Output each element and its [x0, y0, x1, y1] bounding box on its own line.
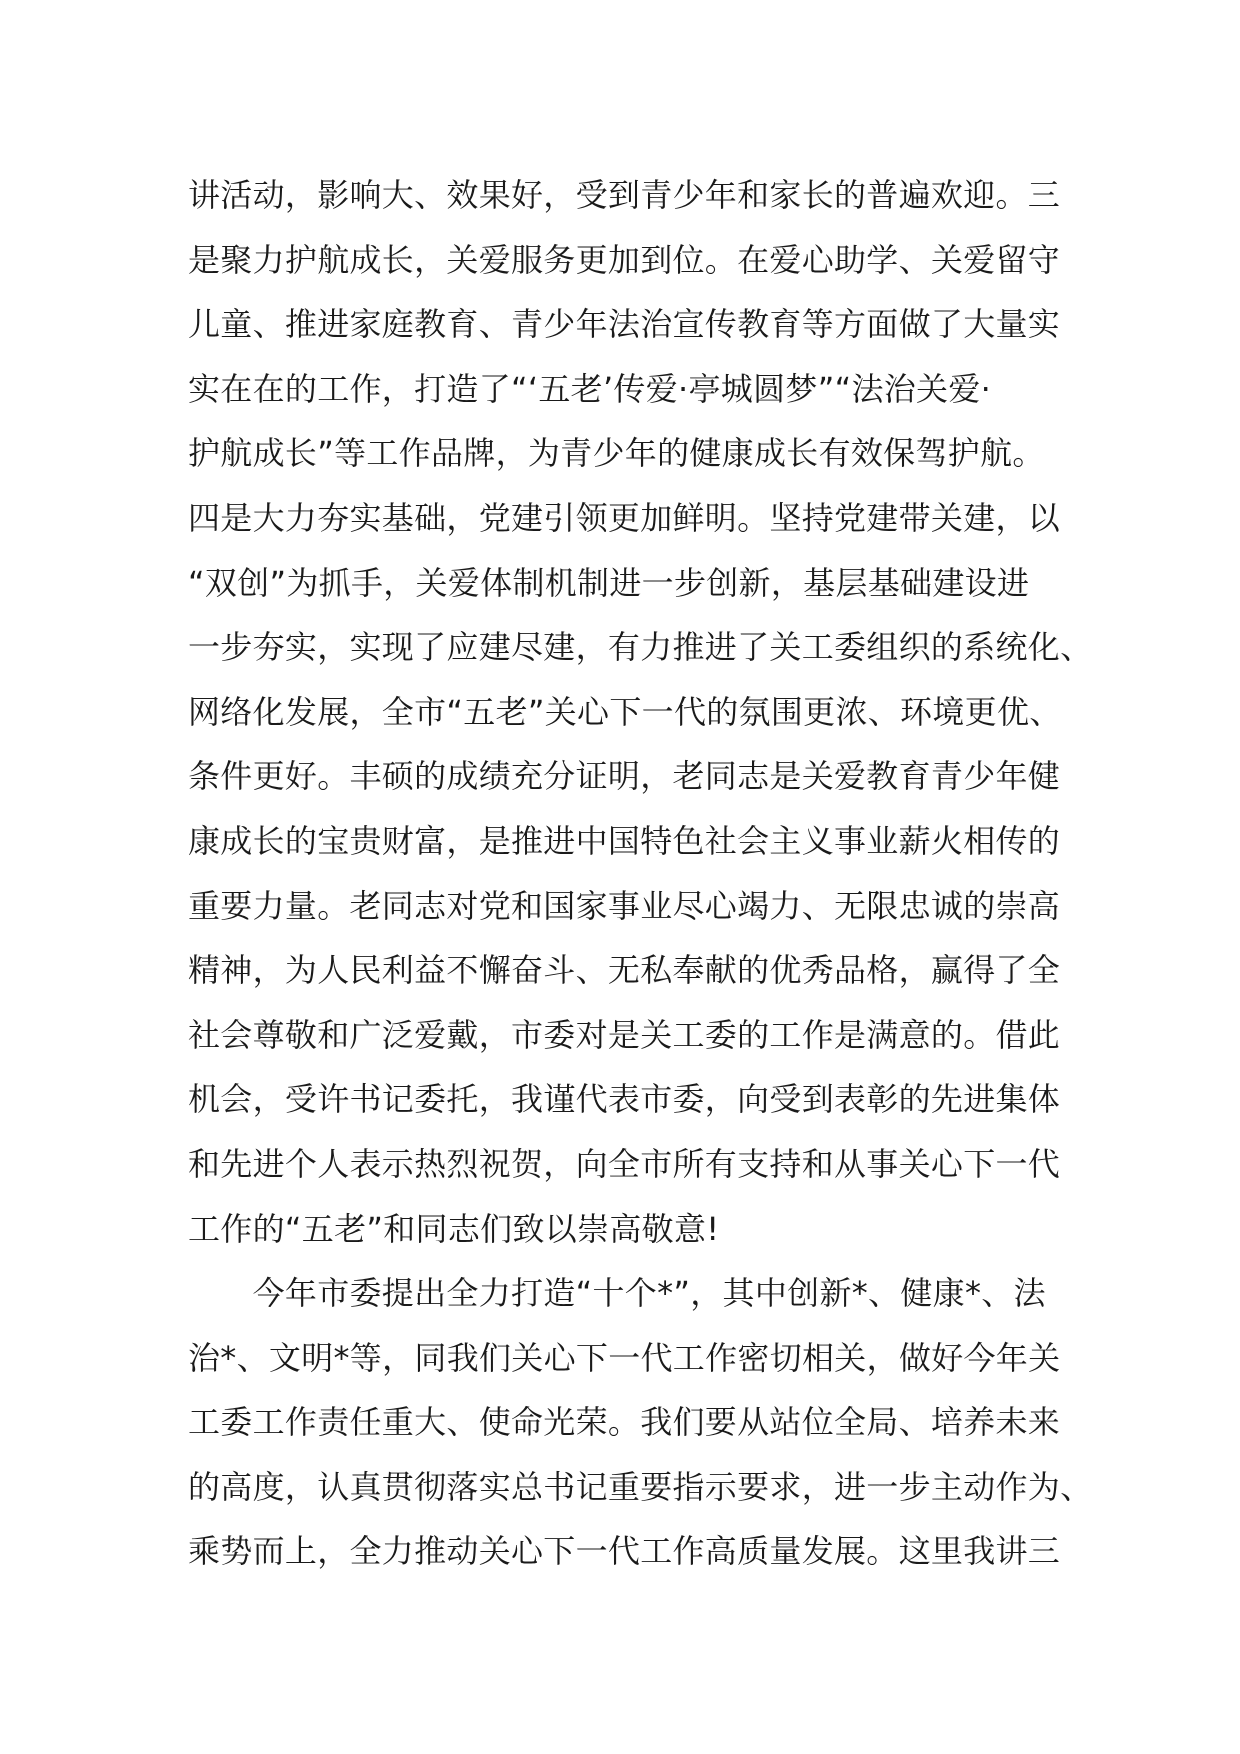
- text-line: 护航成长”等工作品牌，为青少年的健康成长有效保驾护航。: [188, 434, 1045, 473]
- text-line: 一步夯实，实现了应建尽建，有力推进了关工委组织的系统化、: [188, 628, 1093, 667]
- text-line: 重要力量。老同志对党和国家事业尽心竭力、无限忠诚的崇高: [188, 886, 1061, 925]
- text-line: “双创”为抓手，关爱体制机制进一步创新，基层基础建设进: [188, 563, 1030, 602]
- text-line: 社会尊敬和广泛爱戴，市委对是关工委的工作是满意的。借此: [188, 1015, 1061, 1054]
- text-line: 是聚力护航成长，关爱服务更加到位。在爱心助学、关爱留守: [188, 240, 1061, 279]
- text-line: 精神，为人民利益不懈奋斗、无私奉献的优秀品格，赢得了全: [188, 951, 1061, 990]
- text-line: 康成长的宝贵财富，是推进中国特色社会主义事业薪火相传的: [188, 821, 1061, 860]
- text-line: 和先进个人表示热烈祝贺，向全市所有支持和从事关心下一代: [188, 1144, 1061, 1183]
- text-line: 的高度，认真贯彻落实总书记重要指示要求，进一步主动作为、: [188, 1467, 1093, 1506]
- text-line: 条件更好。丰硕的成绩充分证明，老同志是关爱教育青少年健: [188, 757, 1061, 796]
- text-line: 工委工作责任重大、使命光荣。我们要从站位全局、培养未来: [188, 1403, 1061, 1442]
- text-line: 儿童、推进家庭教育、青少年法治宣传教育等方面做了大量实: [188, 305, 1061, 344]
- text-line: 实在在的工作，打造了“‘五老’传爱·亭城圆梦”“法治关爱·: [188, 369, 992, 408]
- body-text: [188, 163, 1093, 1584]
- text-line: 网络化发展，全市“五老”关心下一代的氛围更浓、环境更优、: [188, 692, 1062, 731]
- text-line: 治*、文明*等，同我们关心下一代工作密切相关，做好今年关: [188, 1338, 1061, 1377]
- text-line: 讲活动，影响大、效果好，受到青少年和家长的普遍欢迎。三: [188, 176, 1061, 214]
- text-line: 乘势而上，全力推动关心下一代工作高质量发展。这里我讲三: [188, 1532, 1061, 1571]
- text-line: 四是大力夯实基础，党建引领更加鲜明。坚持党建带关建，以: [188, 498, 1061, 537]
- text-line: 机会，受许书记委托，我谨代表市委，向受到表彰的先进集体: [188, 1080, 1061, 1119]
- text-line: 今年市委提出全力打造“十个*”，其中创新*、健康*、法: [188, 1274, 1046, 1313]
- text-line: 工作的“五老”和同志们致以崇高敬意!: [188, 1209, 720, 1248]
